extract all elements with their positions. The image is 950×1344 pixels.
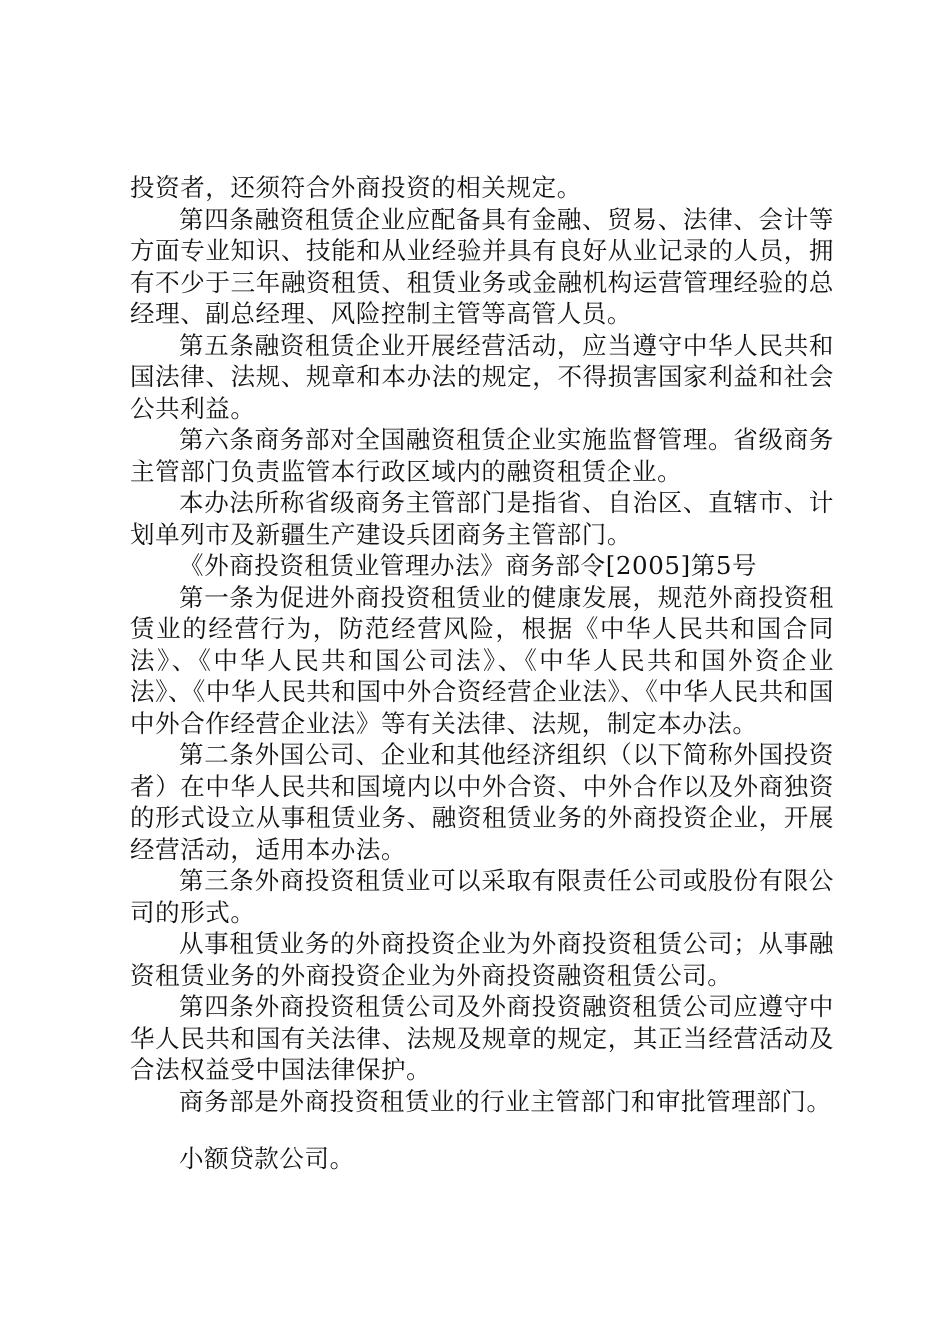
paragraph-article-5: 第五条融资租赁企业开展经营活动，应当遵守中华人民共和国法律、法规、规章和本办法的规定，不得损害国家利益和社会公共利益。	[130, 330, 834, 423]
paragraph-microloan: 小额贷款公司。	[179, 1144, 355, 1173]
paragraph-definition: 本办法所称省级商务主管部门是指省、自治区、直辖市、计划单列市及新疆生产建设兵团商务主管部门。	[130, 488, 834, 549]
paragraph-regulation-title: 《外商投资租赁业管理办法》商务部令[2005]第5号	[179, 551, 758, 580]
document-body	[130, 172, 834, 1175]
paragraph-article-2: 第二条外国公司、企业和其他经济组织（以下简称外国投资者）在中华人民共和国境内以中外合资、中外合作以及外商独资的形式设立从事租赁业务、融资租赁业务的外商投资企业，开展经营活动，适用本办法。	[130, 740, 834, 864]
paragraph-article-1: 第一条为促进外商投资租赁业的健康发展，规范外商投资租赁业的经营行为，防范经营风险，根据《中华人民共和国合同法》、《中华人民共和国公司法》、《中华人民共和国外资企业法》、《中华人民共和国中外合资经营企业法》、《中华人民共和国中外合作经营企业法》等有关法律、法规，制定本办法。	[130, 582, 834, 738]
paragraph-leasing-companies: 从事租赁业务的外商投资企业为外商投资租赁公司；从事融资租赁业务的外商投资企业为外商投资融资租赁公司。	[130, 929, 834, 990]
paragraph-continuation: 投资者，还须符合外商投资的相关规定。	[130, 173, 582, 202]
paragraph-article-4-foreign: 第四条外商投资租赁公司及外商投资融资租赁公司应遵守中华人民共和国有关法律、法规及规章的规定，其正当经营活动及合法权益受中国法律保护。	[130, 992, 834, 1084]
paragraph-article-4: 第四条融资租赁企业应配备具有金融、贸易、法律、会计等方面专业知识、技能和从业经验并具有良好从业记录的人员，拥有不少于三年融资租赁、租赁业务或金融机构运营管理经验的总经理、副总经理、风险控制主管等高管人员。	[130, 204, 834, 328]
paragraph-authority: 商务部是外商投资租赁业的行业主管部门和审批管理部门。	[179, 1086, 832, 1116]
paragraph-article-6: 第六条商务部对全国融资租赁企业实施监督管理。省级商务主管部门负责监管本行政区域内的融资租赁企业。	[130, 425, 834, 486]
paragraph-article-3: 第三条外商投资租赁业可以采取有限责任公司或股份有限公司的形式。	[130, 866, 834, 927]
